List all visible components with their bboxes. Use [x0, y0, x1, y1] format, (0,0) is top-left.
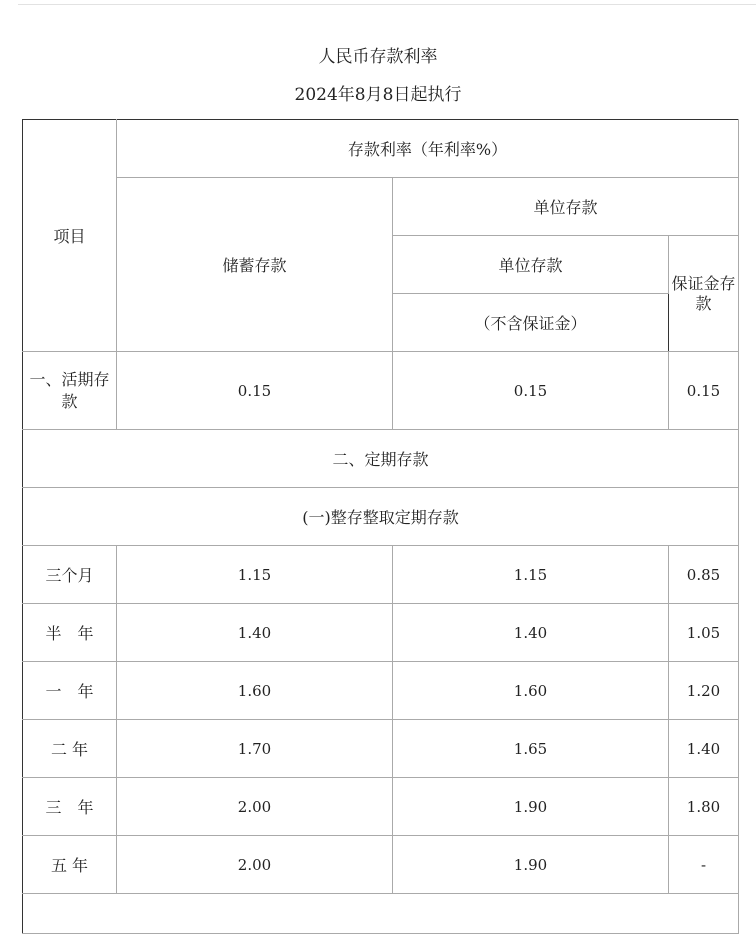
savings-rate: 1.40 — [117, 604, 393, 662]
margin-rate: 1.80 — [669, 778, 739, 836]
page-title: 人民币存款利率 — [318, 47, 438, 67]
margin-rate: - — [669, 836, 739, 894]
unit-rate: 1.60 — [393, 662, 669, 720]
table-row-section — [23, 430, 739, 488]
header-item: 项目 — [23, 120, 117, 352]
deposit-rate-table — [22, 119, 739, 934]
header-row-2 — [23, 178, 739, 236]
margin-rate: 0.85 — [669, 546, 739, 604]
table-row-continuation — [23, 894, 739, 934]
table-row — [23, 720, 739, 778]
top-divider — [18, 4, 756, 5]
header-unit-sub-note: （不含保证金） — [393, 294, 669, 352]
unit-rate: 0.15 — [393, 352, 669, 430]
margin-rate: 1.05 — [669, 604, 739, 662]
savings-rate: 0.15 — [117, 352, 393, 430]
table-row-subsection — [23, 488, 739, 546]
unit-rate: 1.65 — [393, 720, 669, 778]
header-rate-group: 存款利率（年利率%） — [117, 120, 739, 178]
row-label: 半 年 — [23, 604, 117, 662]
unit-rate: 1.40 — [393, 604, 669, 662]
table-row — [23, 662, 739, 720]
header-row-1 — [23, 120, 739, 178]
unit-rate: 1.90 — [393, 836, 669, 894]
table-row-demand — [23, 352, 739, 430]
effective-date: 2024年8月8日起执行 — [294, 85, 462, 105]
table-row — [23, 836, 739, 894]
header-margin: 保证金存款 — [669, 236, 739, 352]
unit-rate: 1.90 — [393, 778, 669, 836]
row-label: 二 年 — [23, 720, 117, 778]
margin-rate: 0.15 — [669, 352, 739, 430]
header-savings: 储蓄存款 — [117, 178, 393, 352]
unit-rate: 1.15 — [393, 546, 669, 604]
margin-rate: 1.40 — [669, 720, 739, 778]
row-label: 五 年 — [23, 836, 117, 894]
row-label: 一 年 — [23, 662, 117, 720]
header-unit-sub: 单位存款 — [393, 236, 669, 294]
savings-rate: 1.70 — [117, 720, 393, 778]
header-unit-group: 单位存款 — [393, 178, 739, 236]
savings-rate: 1.15 — [117, 546, 393, 604]
savings-rate: 1.60 — [117, 662, 393, 720]
table-row — [23, 546, 739, 604]
row-label: 三个月 — [23, 546, 117, 604]
savings-rate: 2.00 — [117, 836, 393, 894]
savings-rate: 2.00 — [117, 778, 393, 836]
margin-rate: 1.20 — [669, 662, 739, 720]
table-row — [23, 778, 739, 836]
section-fixed-deposit: 二、定期存款 — [23, 430, 739, 488]
row-label: 一、活期存款 — [23, 352, 117, 430]
row-label: 三 年 — [23, 778, 117, 836]
subsection-lump-sum: (一)整存整取定期存款 — [23, 488, 739, 546]
table-row — [23, 604, 739, 662]
